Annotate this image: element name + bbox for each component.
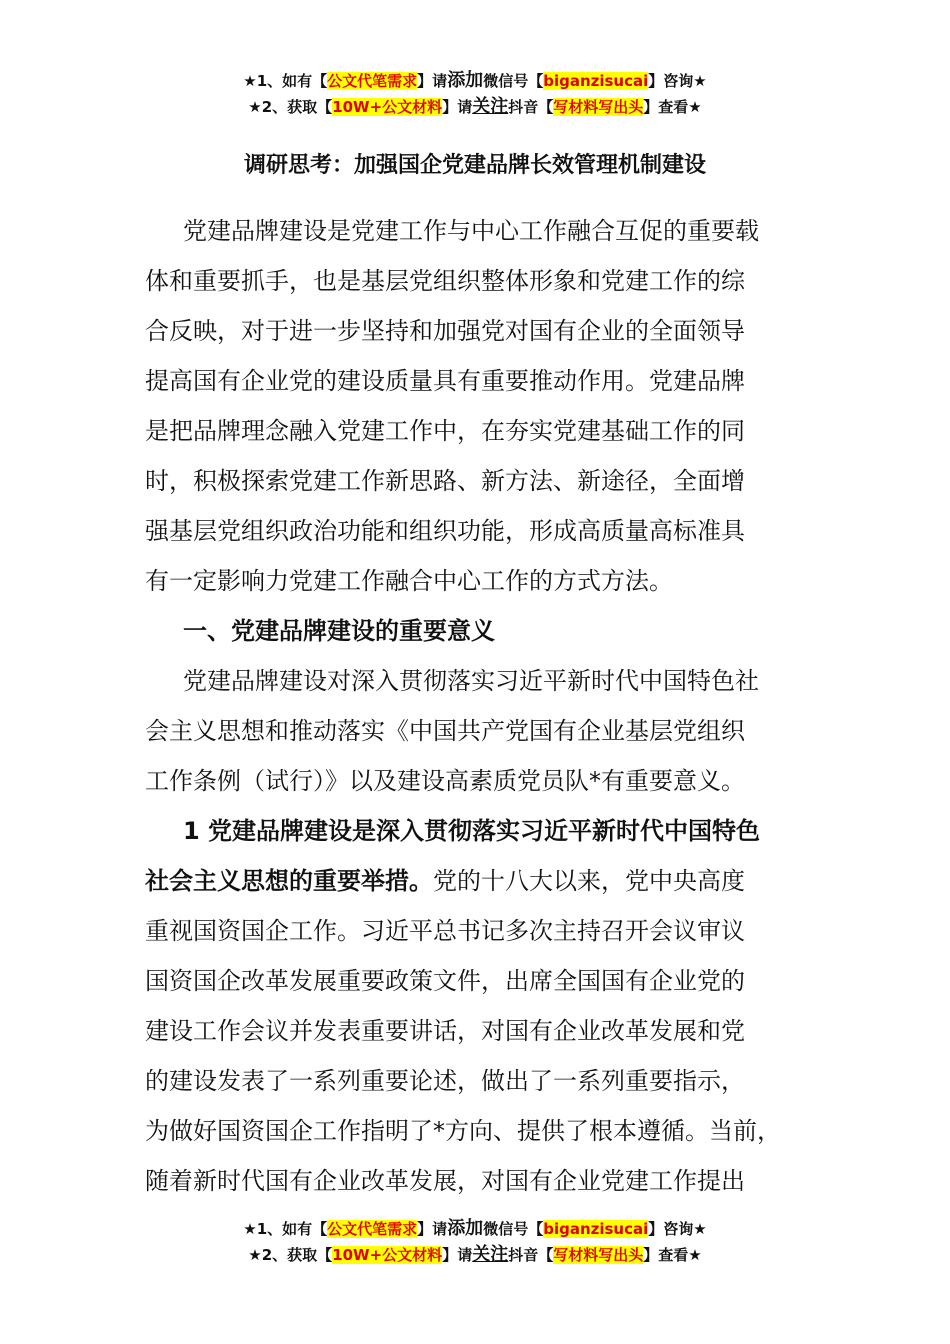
text-line: 党建品牌建设是党建工作与中心工作融合互促的重要载	[183, 217, 759, 245]
text-line: 党建品牌建设对深入贯彻落实习近平新时代中国特色社	[183, 667, 759, 695]
banner-text: 】请	[417, 1220, 448, 1238]
banner-text: 微信号【	[483, 1220, 544, 1238]
text-line	[145, 856, 815, 906]
banner-highlight: 写材料写出头	[553, 98, 644, 116]
banner-text: 】查看★	[643, 98, 702, 116]
banner-text: ★2、获取【	[248, 1246, 333, 1264]
banner-text: 抖音【	[508, 98, 554, 116]
bold-lead-text: 1 党建品牌建设是深入贯彻落实习近平新时代中国特色	[183, 817, 761, 845]
banner-text: 关注	[472, 96, 509, 117]
text-fragment: 党的十八大以来，党中央高度	[433, 867, 745, 895]
banner-highlight: 公文代笔需求	[327, 72, 418, 90]
text-line: 国资国企改革发展重要政策文件，出席全国国有企业党的	[145, 967, 745, 995]
bottom-banner	[0, 1216, 950, 1268]
banner-text: ★2、获取【	[248, 98, 333, 116]
banner-highlight: 公文代笔需求	[327, 1220, 418, 1238]
banner-text: 】请	[417, 72, 448, 90]
text-line: 的建设发表了一系列重要论述，做出了一系列重要指示，	[145, 1067, 745, 1095]
banner-text: ★1、如有【	[243, 1220, 328, 1238]
banner-highlight: 10W+公文材料	[332, 98, 443, 116]
text-line: 时，积极探索党建工作新思路、新方法、新途径，全面增	[145, 467, 745, 495]
heading-text: 一、党建品牌建设的重要意义	[183, 617, 495, 645]
banner-text: 抖音【	[508, 1246, 554, 1264]
text-line: 有一定影响力党建工作融合中心工作的方式方法。	[145, 567, 673, 595]
text-line: 随着新时代国有企业改革发展，对国有企业党建工作提出	[145, 1167, 745, 1195]
banner-text: 】咨询★	[648, 1220, 707, 1238]
text-line: 会主义思想和推动落实《中国共产党国有企业基层党组织	[145, 717, 745, 745]
paragraph-intro	[145, 206, 815, 606]
text-line: 合反映，对于进一步坚持和加强党对国有企业的全面领导	[145, 317, 745, 345]
banner-text: 添加	[447, 70, 484, 91]
banner-highlight: 10W+公文材料	[332, 1246, 443, 1264]
text-line: 是把品牌理念融入党建工作中，在夯实党建基础工作的同	[145, 417, 745, 445]
text-line: 为做好国资国企工作指明了*方向、提供了根本遵循。当前，	[145, 1117, 781, 1145]
banner-highlight: biganzisucai	[543, 72, 649, 90]
banner-text: 添加	[447, 1218, 484, 1239]
bold-lead-text: 社会主义思想的重要举措。	[145, 867, 433, 895]
text-line: 提高国有企业党的建设质量具有重要推动作用。党建品牌	[145, 367, 745, 395]
banner-highlight: 写材料写出头	[553, 1246, 644, 1264]
text-line: 强基层党组织政治功能和组织功能，形成高质量高标准具	[145, 517, 745, 545]
banner-line-2	[0, 94, 950, 120]
document-title: 调研思考：加强国企党建品牌长效管理机制建设	[243, 153, 706, 178]
section-heading	[145, 606, 815, 656]
text-line: 工作条例（试行）》以及建设高素质党员队*有重要意义。	[145, 767, 745, 795]
banner-highlight: biganzisucai	[543, 1220, 649, 1238]
banner-line-1	[0, 68, 950, 94]
banner-text: 】查看★	[643, 1246, 702, 1264]
paragraph-significance	[145, 656, 815, 806]
banner-text: ★1、如有【	[243, 72, 328, 90]
text-line: 建设工作会议并发表重要讲话，对国有企业改革发展和党	[145, 1017, 745, 1045]
top-banner	[0, 68, 950, 120]
banner-text: 关注	[472, 1244, 509, 1265]
text-line: 重视国资国企工作。习近平总书记多次主持召开会议审议	[145, 917, 745, 945]
banner-line-2	[0, 1242, 950, 1268]
banner-text: 微信号【	[483, 72, 544, 90]
banner-text: 】请	[442, 1246, 473, 1264]
banner-text: 】咨询★	[648, 72, 707, 90]
banner-text: 】请	[442, 98, 473, 116]
paragraph-point-1	[145, 806, 815, 1206]
banner-line-1	[0, 1216, 950, 1242]
text-line: 体和重要抓手，也是基层党组织整体形象和党建工作的综	[145, 267, 745, 295]
